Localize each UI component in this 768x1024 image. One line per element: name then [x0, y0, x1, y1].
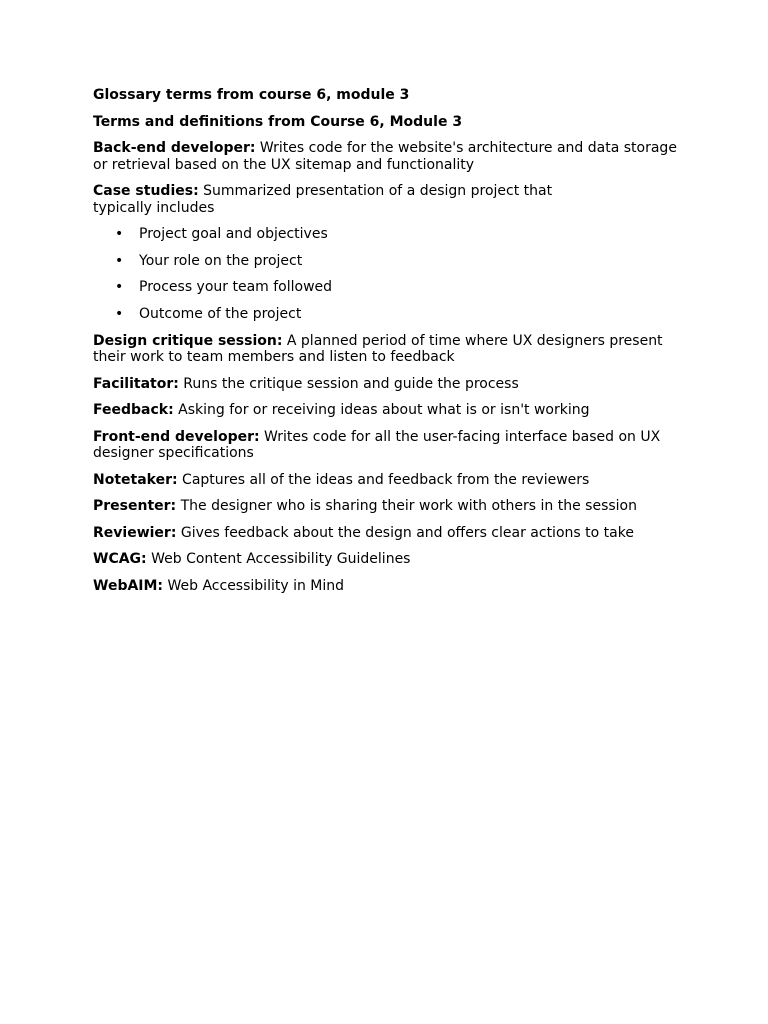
glossary-definition: Writes code for all the user-facing interface based on UX designer specifications	[93, 428, 661, 462]
glossary-definition: Summarized presentation of a design project that typically includes	[93, 183, 553, 216]
document-heading: Glossary terms from course 6, module 3	[93, 87, 410, 103]
glossary-definition: Web Content Accessibility Guidelines	[146, 551, 411, 568]
glossary-entry-notetaker	[93, 472, 693, 489]
case-studies-list	[93, 226, 693, 323]
list-item-text: Process your team followed	[139, 279, 333, 296]
list-item-text: Your role on the project	[139, 252, 303, 269]
bullet-icon: •	[115, 306, 124, 323]
glossary-entry-design-critique-session	[93, 333, 693, 366]
glossary-term: WebAIM:	[93, 577, 164, 594]
glossary-term: Design critique session:	[93, 332, 283, 349]
glossary-term: Presenter:	[93, 498, 177, 515]
glossary-definition: Runs the critique session and guide the process	[178, 375, 519, 392]
glossary-entry-case-studies	[93, 183, 563, 216]
bullet-icon: •	[115, 252, 124, 269]
document-body	[93, 87, 693, 604]
glossary-term: Front-end developer:	[93, 428, 260, 445]
glossary-term: Notetaker:	[93, 471, 178, 488]
glossary-term: Back-end developer:	[93, 140, 256, 156]
glossary-definition: Captures all of the ideas and feedback from the reviewers	[177, 471, 590, 488]
list-item-text: Outcome of the project	[139, 306, 302, 323]
glossary-term: Case studies:	[93, 183, 199, 199]
glossary-entry-facilitator	[93, 376, 693, 393]
list-item	[93, 253, 693, 270]
glossary-definition: Gives feedback about the design and offers clear actions to take	[176, 524, 634, 541]
glossary-entry-wcag	[93, 551, 693, 568]
glossary-entry-reviewier	[93, 525, 693, 542]
document-subheading: Terms and definitions from Course 6, Module 3	[93, 113, 463, 130]
glossary-definition: The designer who is sharing their work with others in the session	[176, 498, 637, 515]
glossary-definition: Asking for or receiving ideas about what is or isn't working	[173, 402, 590, 419]
glossary-definition: Writes code for the website's architecture and data storage or retrieval based on the UX sitemap and functionality	[93, 140, 677, 173]
bullet-icon: •	[115, 226, 124, 242]
glossary-entry-feedback	[93, 402, 693, 419]
list-item	[93, 306, 693, 323]
glossary-term: Facilitator:	[93, 375, 179, 392]
glossary-entry-presenter	[93, 498, 693, 515]
glossary-entry-webaim	[93, 578, 693, 595]
glossary-term: WCAG:	[93, 551, 147, 568]
bullet-icon: •	[115, 279, 124, 296]
glossary-entry-front-end-developer	[93, 429, 693, 462]
glossary-entry-back-end-developer	[93, 140, 693, 173]
glossary-definition: A planned period of time where UX designers present their work to team members and listen to feedback	[93, 332, 663, 366]
list-item-text: Project goal and objectives	[139, 226, 328, 242]
glossary-term: Reviewier:	[93, 524, 177, 541]
glossary-definition: Web Accessibility in Mind	[163, 577, 345, 594]
list-item	[93, 279, 693, 296]
list-item	[93, 226, 693, 243]
glossary-term: Feedback:	[93, 402, 174, 419]
